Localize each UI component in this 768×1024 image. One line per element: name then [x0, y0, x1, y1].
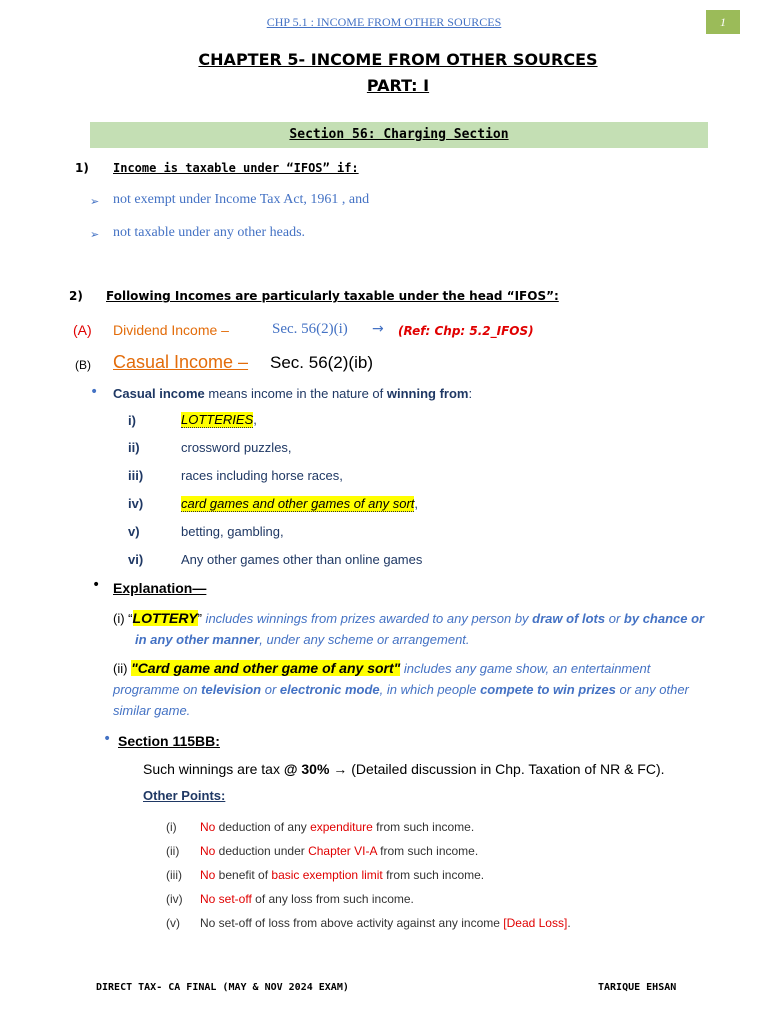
other-point-text [200, 844, 478, 858]
list-item-suffix: , [253, 412, 257, 427]
other-point-number: (v) [166, 916, 180, 930]
footer-right: TARIQUE EHSAN [598, 982, 677, 993]
list-item-number: iii) [128, 468, 144, 483]
other-point-fragment: deduction under [215, 844, 309, 858]
list-item [181, 496, 418, 511]
tax-line-c: (Detailed discussion in Chp. Taxation of NR & FC). [347, 761, 665, 777]
explanation-i-b: draw of lots [532, 611, 606, 626]
arrow-bullet-icon: ➢ [90, 195, 100, 208]
other-point-fragment: from such income. [376, 844, 479, 858]
other-point-fragment: from such income. [372, 820, 475, 834]
lottery-key: LOTTERY [132, 610, 198, 626]
explanation-i [113, 608, 713, 650]
explanation-i-d: by chance or in any other manner [135, 611, 705, 647]
section-115bb-line [143, 761, 665, 777]
item-a-section: Sec. 56(2)(i) [272, 321, 348, 337]
q1-bullet-2: not taxable under any other heads. [113, 225, 306, 240]
explanation-ii-d: electronic mode [279, 682, 380, 697]
section-115bb-heading: Section 115BB: [118, 733, 220, 749]
explanation-ii-g: or any other similar game. [113, 682, 689, 718]
other-point-text [200, 820, 474, 834]
q2-number: 2) [69, 289, 83, 303]
other-point-number: (ii) [166, 844, 180, 858]
header-chapter-link[interactable]: CHP 5.1 : INCOME FROM OTHER SOURCES [266, 15, 502, 29]
explanation-i-c: or [605, 611, 624, 626]
lotteries-highlight: LOTTERIES [181, 412, 254, 427]
explanation-i-a: includes winnings from prizes awarded to any person by [201, 611, 533, 626]
item-a-reference: (Ref: Chp: 5.2_IFOS) [398, 324, 534, 338]
q2-heading: Following Incomes are particularly taxable under the head “IFOS”: [106, 289, 559, 303]
chapter-title: CHAPTER 5- INCOME FROM OTHER SOURCES [198, 50, 598, 69]
bullet-dot-icon: • [92, 577, 101, 593]
explanation-ii [113, 658, 713, 721]
item-a-name: Dividend Income – [113, 322, 229, 338]
list-item-number: vi) [128, 552, 144, 567]
other-point-text [200, 892, 414, 906]
other-point-fragment: from such income. [382, 868, 485, 882]
item-b-label: (B) [75, 358, 91, 372]
other-point-fragment: Chapter VI-A [308, 844, 377, 858]
tax-rate: @ 30% → [283, 761, 348, 777]
list-item: Any other games other than online games [181, 552, 423, 567]
casual-income-winning: winning from [386, 386, 469, 401]
other-point-text [200, 868, 484, 882]
footer-left: DIRECT TAX- CA FINAL (MAY & NOV 2024 EXAM) [96, 982, 349, 993]
part-title: PART: I [366, 76, 430, 95]
other-point-fragment: No [200, 868, 216, 882]
tax-line-a: Such winnings are tax [143, 761, 284, 777]
other-point-fragment: No [200, 844, 216, 858]
other-point-fragment: No [200, 820, 216, 834]
casual-income-colon: : [468, 386, 473, 401]
other-point-fragment: expenditure [310, 820, 373, 834]
explanation-ii-a: includes any game show, an entertainment programme on [113, 661, 651, 697]
explanation-ii-f: compete to win prizes [480, 682, 616, 697]
other-point-fragment: No set-off [200, 892, 252, 906]
section-56-band: Section 56: Charging Section [90, 122, 708, 148]
list-item: races including horse races, [181, 468, 343, 483]
explanation-ii-c: or [261, 682, 280, 697]
q1-number: 1) [75, 161, 89, 175]
item-a-label: (A) [73, 322, 92, 338]
item-b-section: Sec. 56(2)(ib) [270, 353, 373, 372]
casual-income-mid: means income in the nature of [204, 386, 387, 401]
card-games-highlight: card games and other games of any sort [181, 496, 415, 511]
quote-open: “ [128, 611, 133, 626]
other-point-fragment: of any loss from such income. [251, 892, 414, 906]
explanation-i-e: , under any scheme or arrangement. [259, 632, 470, 647]
other-point-fragment: . [567, 916, 571, 930]
other-points-heading: Other Points: [143, 788, 226, 803]
list-item-number: v) [128, 524, 140, 539]
page-number-badge: 1 [706, 10, 740, 34]
explanation-ii-b: television [201, 682, 262, 697]
list-item-suffix: , [414, 496, 419, 511]
other-point-fragment: deduction of any [215, 820, 311, 834]
other-point-fragment: basic exemption limit [271, 868, 383, 882]
bullet-dot-icon: • [90, 384, 99, 400]
casual-income-term: Casual income [113, 386, 205, 401]
casual-income-definition [113, 386, 472, 401]
q1-bullet-1: not exempt under Income Tax Act, 1961 , and [113, 192, 370, 207]
arrow-bullet-icon: ➢ [90, 228, 100, 241]
bullet-dot-icon: • [103, 731, 112, 747]
list-item-number: i) [128, 413, 136, 428]
card-game-key: "Card game and other game of any sort" [131, 660, 401, 676]
other-point-text [200, 916, 571, 930]
list-item [181, 412, 257, 427]
q1-heading: Income is taxable under “IFOS” if: [113, 161, 359, 175]
other-point-fragment: benefit of [215, 868, 272, 882]
explanation-heading: Explanation— [113, 580, 207, 596]
other-point-fragment: No set-off of loss from above activity against any income [200, 916, 504, 930]
quote-close: ” [197, 611, 202, 626]
explanation-i-number: (i) [113, 611, 125, 626]
other-point-fragment: [Dead Loss] [503, 916, 568, 930]
item-b-name: Casual Income – [113, 352, 249, 372]
arrow-right-icon: → [372, 321, 384, 337]
other-point-number: (i) [166, 820, 177, 834]
list-item: crossword puzzles, [181, 440, 292, 455]
other-point-number: (iii) [166, 868, 182, 882]
list-item-number: iv) [128, 496, 144, 511]
explanation-ii-number: (ii) [113, 661, 128, 676]
explanation-ii-e: , in which people [379, 682, 481, 697]
list-item-number: ii) [128, 440, 140, 455]
list-item: betting, gambling, [181, 524, 284, 539]
other-point-number: (iv) [166, 892, 183, 906]
